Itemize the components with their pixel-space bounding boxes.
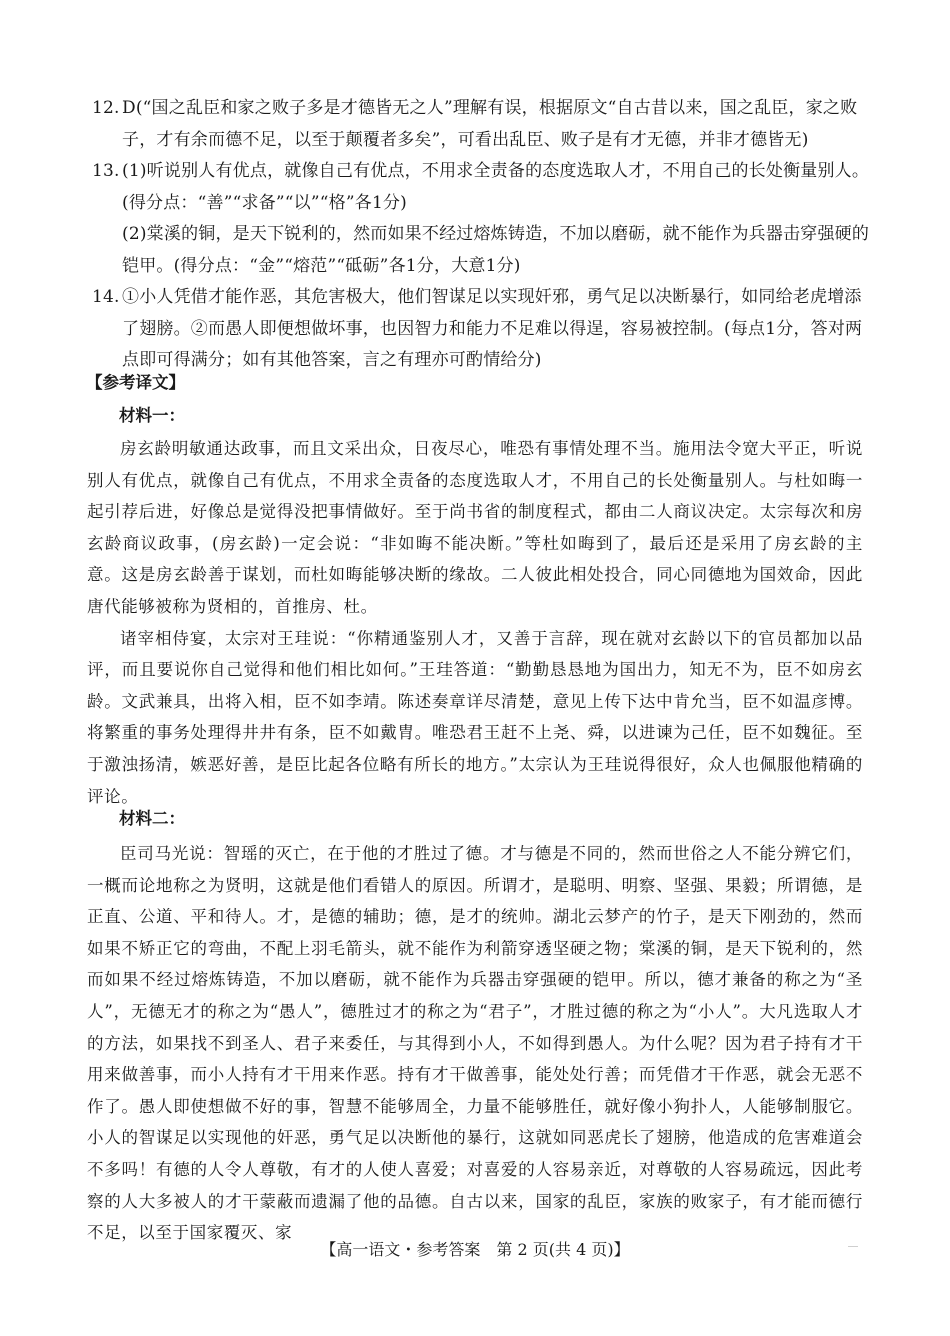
corner-mark [848,1246,858,1247]
answer-text: (1)听说别人有优点，就像自己有优点，不用求全责备的态度选取人才，不用自己的长处衡量别人。(得分点：“善”“求备”“以”“格”各1分) [122,161,870,213]
paragraph: 房玄龄明敏通达政事，而且文采出众，日夜尽心，唯恐有事情处理不当。施用法令宽大平正，听说别人有优点，就像自己有优点，不用求全责备的态度选取人才，不用自己的长处衡量别人。与杜如晦一起引荐后进，好像总是觉得没把事情做好。至于尚书省的制度程式，都由二人商议决定。太宗每次和房玄龄商议政事，(房玄龄)一定会说：“非如晦不能决断。”等杜如晦到了，最后还是采用了房玄龄的主意。这是房玄龄善于谋划，而杜如晦能够决断的缘故。二人彼此相处投合，同心同德地为国效命，因此唐代能够被称为贤相的，首推房、杜。 [87,439,863,616]
answer-13 [92,156,872,282]
material-two-title: 材料二： [119,809,185,828]
answer-text: ①小人凭借才能作恶，其危害极大，他们智谋足以实现奸邪，勇气足以决断暴行，如同给老虎增添了翅膀。②而愚人即便想做坏事，也因智力和能力不足难以得逞，容易被控制。(每点1分，答对两点即可得满分；如有其他答案，言之有理亦可酌情给分) [122,287,863,370]
answers-section [92,93,872,377]
answer-14 [92,282,872,377]
paragraph: 诸宰相侍宴，太宗对王珪说：“你精通鉴别人才，又善于言辞，现在就对玄龄以下的官员都加以品评，而且要说你自己觉得和他们相比如何。”王珪答道：“勤勤恳恳地为国出力，知无不为，臣不如房玄龄。文武兼具，出将入相，臣不如李靖。陈述奏章详尽清楚，意见上传下达中肯允当，臣不如温彦博。将繁重的事务处理得井井有条，臣不如戴胄。唯恐君王赶不上尧、舜，以进谏为己任，臣不如魏征。至于激浊扬清，嫉恶好善，是臣比起各位略有所长的地方。”太宗认为王珪说得很好，众人也佩服他精确的评论。 [87,628,863,806]
page-footer: 【高一语文・参考答案 第 2 页(共 4 页)】 [320,1240,630,1259]
material-one-title: 材料一： [119,406,185,425]
answer-number: 13. [92,161,120,181]
answer-text: (2)棠溪的铜，是天下锐利的，然而如果不经过熔炼铸造，不加以磨砺，就不能作为兵器击穿强硬的铠甲。(得分点：“金”“熔范”“砥砺”各1分，大意1分) [122,224,870,276]
answer-number: 14. [92,287,120,307]
material-one-text [87,433,863,812]
answer-number: 12. [92,98,120,118]
answer-text: D(“国之乱臣和家之败子多是才德皆无之人”理解有误，根据原文“自古昔以来，国之乱臣，家之败子，才有余而德不足，以至于颠覆者多矣”，可看出乱臣、败子是有才无德，并非才德皆无) [122,98,858,150]
material-two-text [87,838,863,1249]
section-title: 【参考译文】 [86,373,185,392]
paragraph: 臣司马光说：智瑶的灭亡，在于他的才胜过了德。才与德是不同的，然而世俗之人不能分辨它们，一概而论地称之为贤明，这就是他们看错人的原因。所谓才，是聪明、明察、坚强、果毅；所谓德，是正直、公道、平和待人。才，是德的辅助；德，是才的统帅。湖北云梦产的竹子，是天下刚劲的，然而如果不矫正它的弯曲，不配上羽毛箭头，就不能作为利箭穿透坚硬之物；棠溪的铜，是天下锐利的，然而如果不经过熔炼铸造，不加以磨砺，就不能作为兵器击穿强硬的铠甲。所以，德才兼备的称之为“圣人”，无德无才的称之为“愚人”，德胜过才的称之为“君子”，才胜过德的称之为“小人”。大凡选取人才的方法，如果找不到圣人、君子来委任，与其得到小人，不如得到愚人。为什么呢？因为君子持有才干用来做善事，而小人持有才干用来作恶。持有才干做善事，能处处行善；而凭借才干作恶，就会无恶不作了。愚人即使想做不好的事，智慧不能够周全，力量不能够胜任，就好像小狗扑人，人能够制服它。小人的智谋足以实现他的奸恶，勇气足以决断他的暴行，这就如同恶虎长了翅膀，他造成的危害难道会不多吗！有德的人令人尊敬，有才的人使人喜爱；对喜爱的人容易亲近，对尊敬的人容易疏远，因此考察的人大多被人的才干蒙蔽而遗漏了他的品德。自古以来，国家的乱臣，家族的败家子，有才能而德行不足，以至于国家覆灭、家 [87,844,863,1243]
answer-12 [92,93,872,156]
